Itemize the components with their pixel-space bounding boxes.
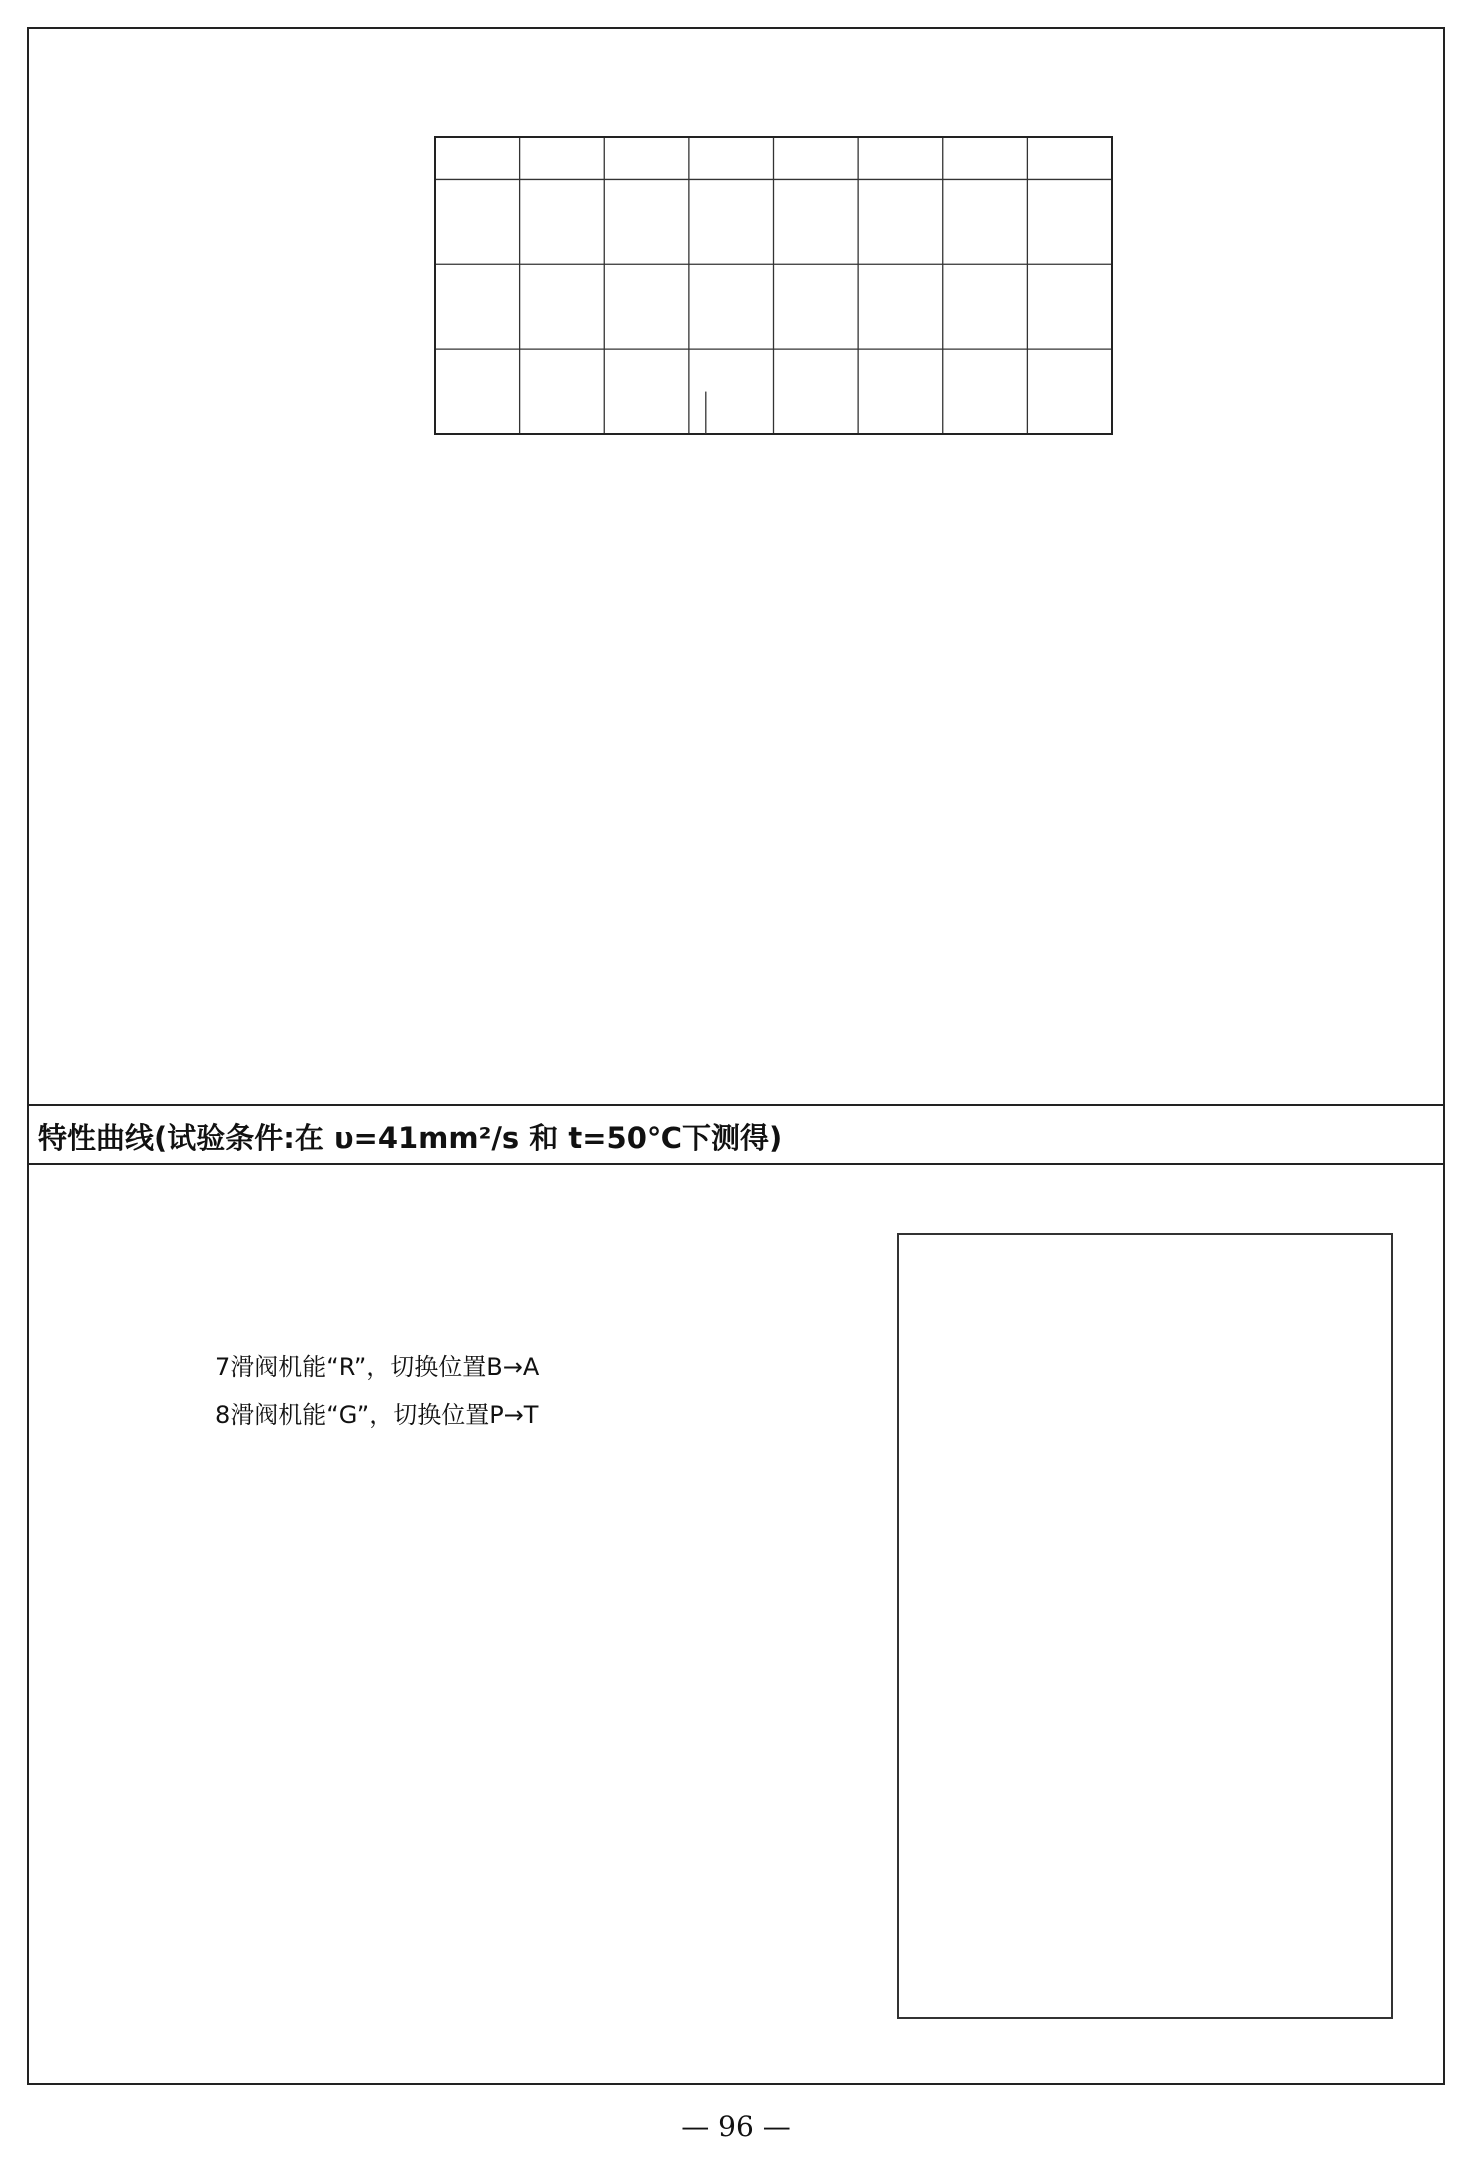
- section-title: 特性曲线(试验条件:在 υ=41mm²/s 和 t=50℃下测得): [38, 1121, 783, 1155]
- page-number: — 96 —: [681, 2110, 791, 2143]
- spool-function-table: [897, 1233, 1393, 2019]
- legend-entry-7: 7滑阀机能“R”，切换位置B→A: [215, 1353, 540, 1381]
- legend-entry-8: 8滑阀机能“G”，切换位置P→T: [215, 1401, 539, 1429]
- dc-chart-grid: [435, 137, 1112, 434]
